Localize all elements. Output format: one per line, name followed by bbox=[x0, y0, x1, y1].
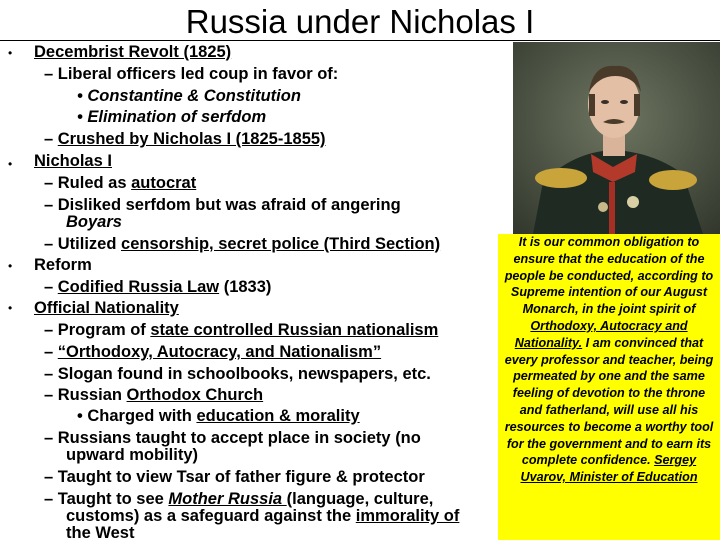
sub-bullet bbox=[44, 234, 440, 254]
text: immorality of bbox=[355, 507, 460, 525]
dash: – bbox=[44, 343, 58, 361]
text: (language, culture, bbox=[286, 490, 434, 508]
text: – Program of bbox=[44, 321, 151, 339]
bullet-dot: • bbox=[8, 157, 13, 171]
text: education & morality bbox=[196, 407, 360, 425]
bullet-dot: • bbox=[8, 46, 13, 60]
sub-bullet: – Slogan found in schoolbooks, newspapers, etc. bbox=[44, 365, 431, 383]
bullet-decembrist bbox=[34, 42, 231, 62]
sub-bullet bbox=[44, 173, 196, 193]
quote-text: I am convinced that every professor and teacher, being permeated by one and the same feeling of devotion to the throne and fatherland, will use all his resources to become a worthy tool for the government and to earn its complete confidence. bbox=[504, 335, 714, 468]
quote-attribution: Sergey Uvarov, Minister of Education bbox=[520, 453, 698, 485]
sub-bullet bbox=[44, 342, 381, 362]
sub-bullet-cont: the West bbox=[66, 524, 135, 542]
sub-bullet bbox=[44, 320, 438, 340]
bullet-nicholas bbox=[34, 151, 112, 171]
text: Mother Russia bbox=[168, 490, 287, 508]
text: autocrat bbox=[131, 174, 197, 192]
dash: – bbox=[44, 130, 58, 148]
sub-bullet: – Russians taught to accept place in society (no bbox=[44, 429, 421, 447]
sub-bullet: – Taught to view Tsar of father figure & protector bbox=[44, 468, 425, 486]
text: – Ruled as bbox=[44, 174, 132, 192]
sub-bullet-cont: Boyars bbox=[66, 213, 122, 231]
sub-sub-bullet: • Elimination of serfdom bbox=[77, 108, 267, 126]
bullet-reform: Reform bbox=[34, 256, 92, 274]
sub-bullet-cont: upward mobility) bbox=[66, 446, 198, 464]
dash: – bbox=[44, 278, 58, 296]
text: “Orthodoxy, Autocracy, and Nationalism” bbox=[57, 343, 382, 361]
sub-bullet: – Liberal officers led coup in favor of: bbox=[44, 65, 339, 83]
bullet-official-nationality bbox=[34, 298, 179, 318]
text: – Russian bbox=[44, 386, 127, 404]
bullet-dot: • bbox=[8, 259, 13, 273]
title-divider bbox=[0, 40, 720, 41]
sub-bullet bbox=[44, 129, 326, 149]
text: Official Nationality bbox=[34, 299, 179, 317]
quote-text: It is our common obligation to ensure that the education of the people be conducted, according to Supreme intention of our August Monarch, in the joint spirit of bbox=[504, 235, 714, 317]
text: state controlled Russian nationalism bbox=[150, 321, 439, 339]
sub-sub-bullet: • Constantine & Constitution bbox=[77, 87, 301, 105]
portrait-image bbox=[513, 42, 720, 234]
uvarov-quote-box bbox=[498, 234, 720, 540]
sub-bullet bbox=[44, 385, 263, 405]
sub-sub-bullet bbox=[77, 406, 360, 426]
quote-underlined: Orthodoxy, Autocracy and Nationality. bbox=[514, 318, 688, 350]
text: Codified Russia Law bbox=[57, 278, 220, 296]
slide-title: Russia under Nicholas I bbox=[185, 3, 535, 40]
text: customs) as a safeguard against the bbox=[66, 507, 356, 525]
text: – Taught to see bbox=[44, 490, 169, 508]
text: Crushed by Nicholas I (1825-1855) bbox=[57, 130, 326, 148]
text: Orthodox Church bbox=[126, 386, 264, 404]
text: Decembrist Revolt (1825) bbox=[34, 43, 232, 61]
text: censorship, secret police (Third Section) bbox=[121, 235, 441, 253]
sub-bullet: – Disliked serfdom but was afraid of angering bbox=[44, 196, 401, 214]
text: Nicholas I bbox=[34, 152, 112, 170]
text: – Utilized bbox=[44, 235, 122, 253]
text: (1833) bbox=[219, 278, 272, 296]
bullet-dot: • bbox=[8, 301, 13, 315]
text: • Charged with bbox=[77, 407, 197, 425]
sub-bullet bbox=[44, 277, 271, 297]
portrait-svg bbox=[513, 42, 720, 234]
